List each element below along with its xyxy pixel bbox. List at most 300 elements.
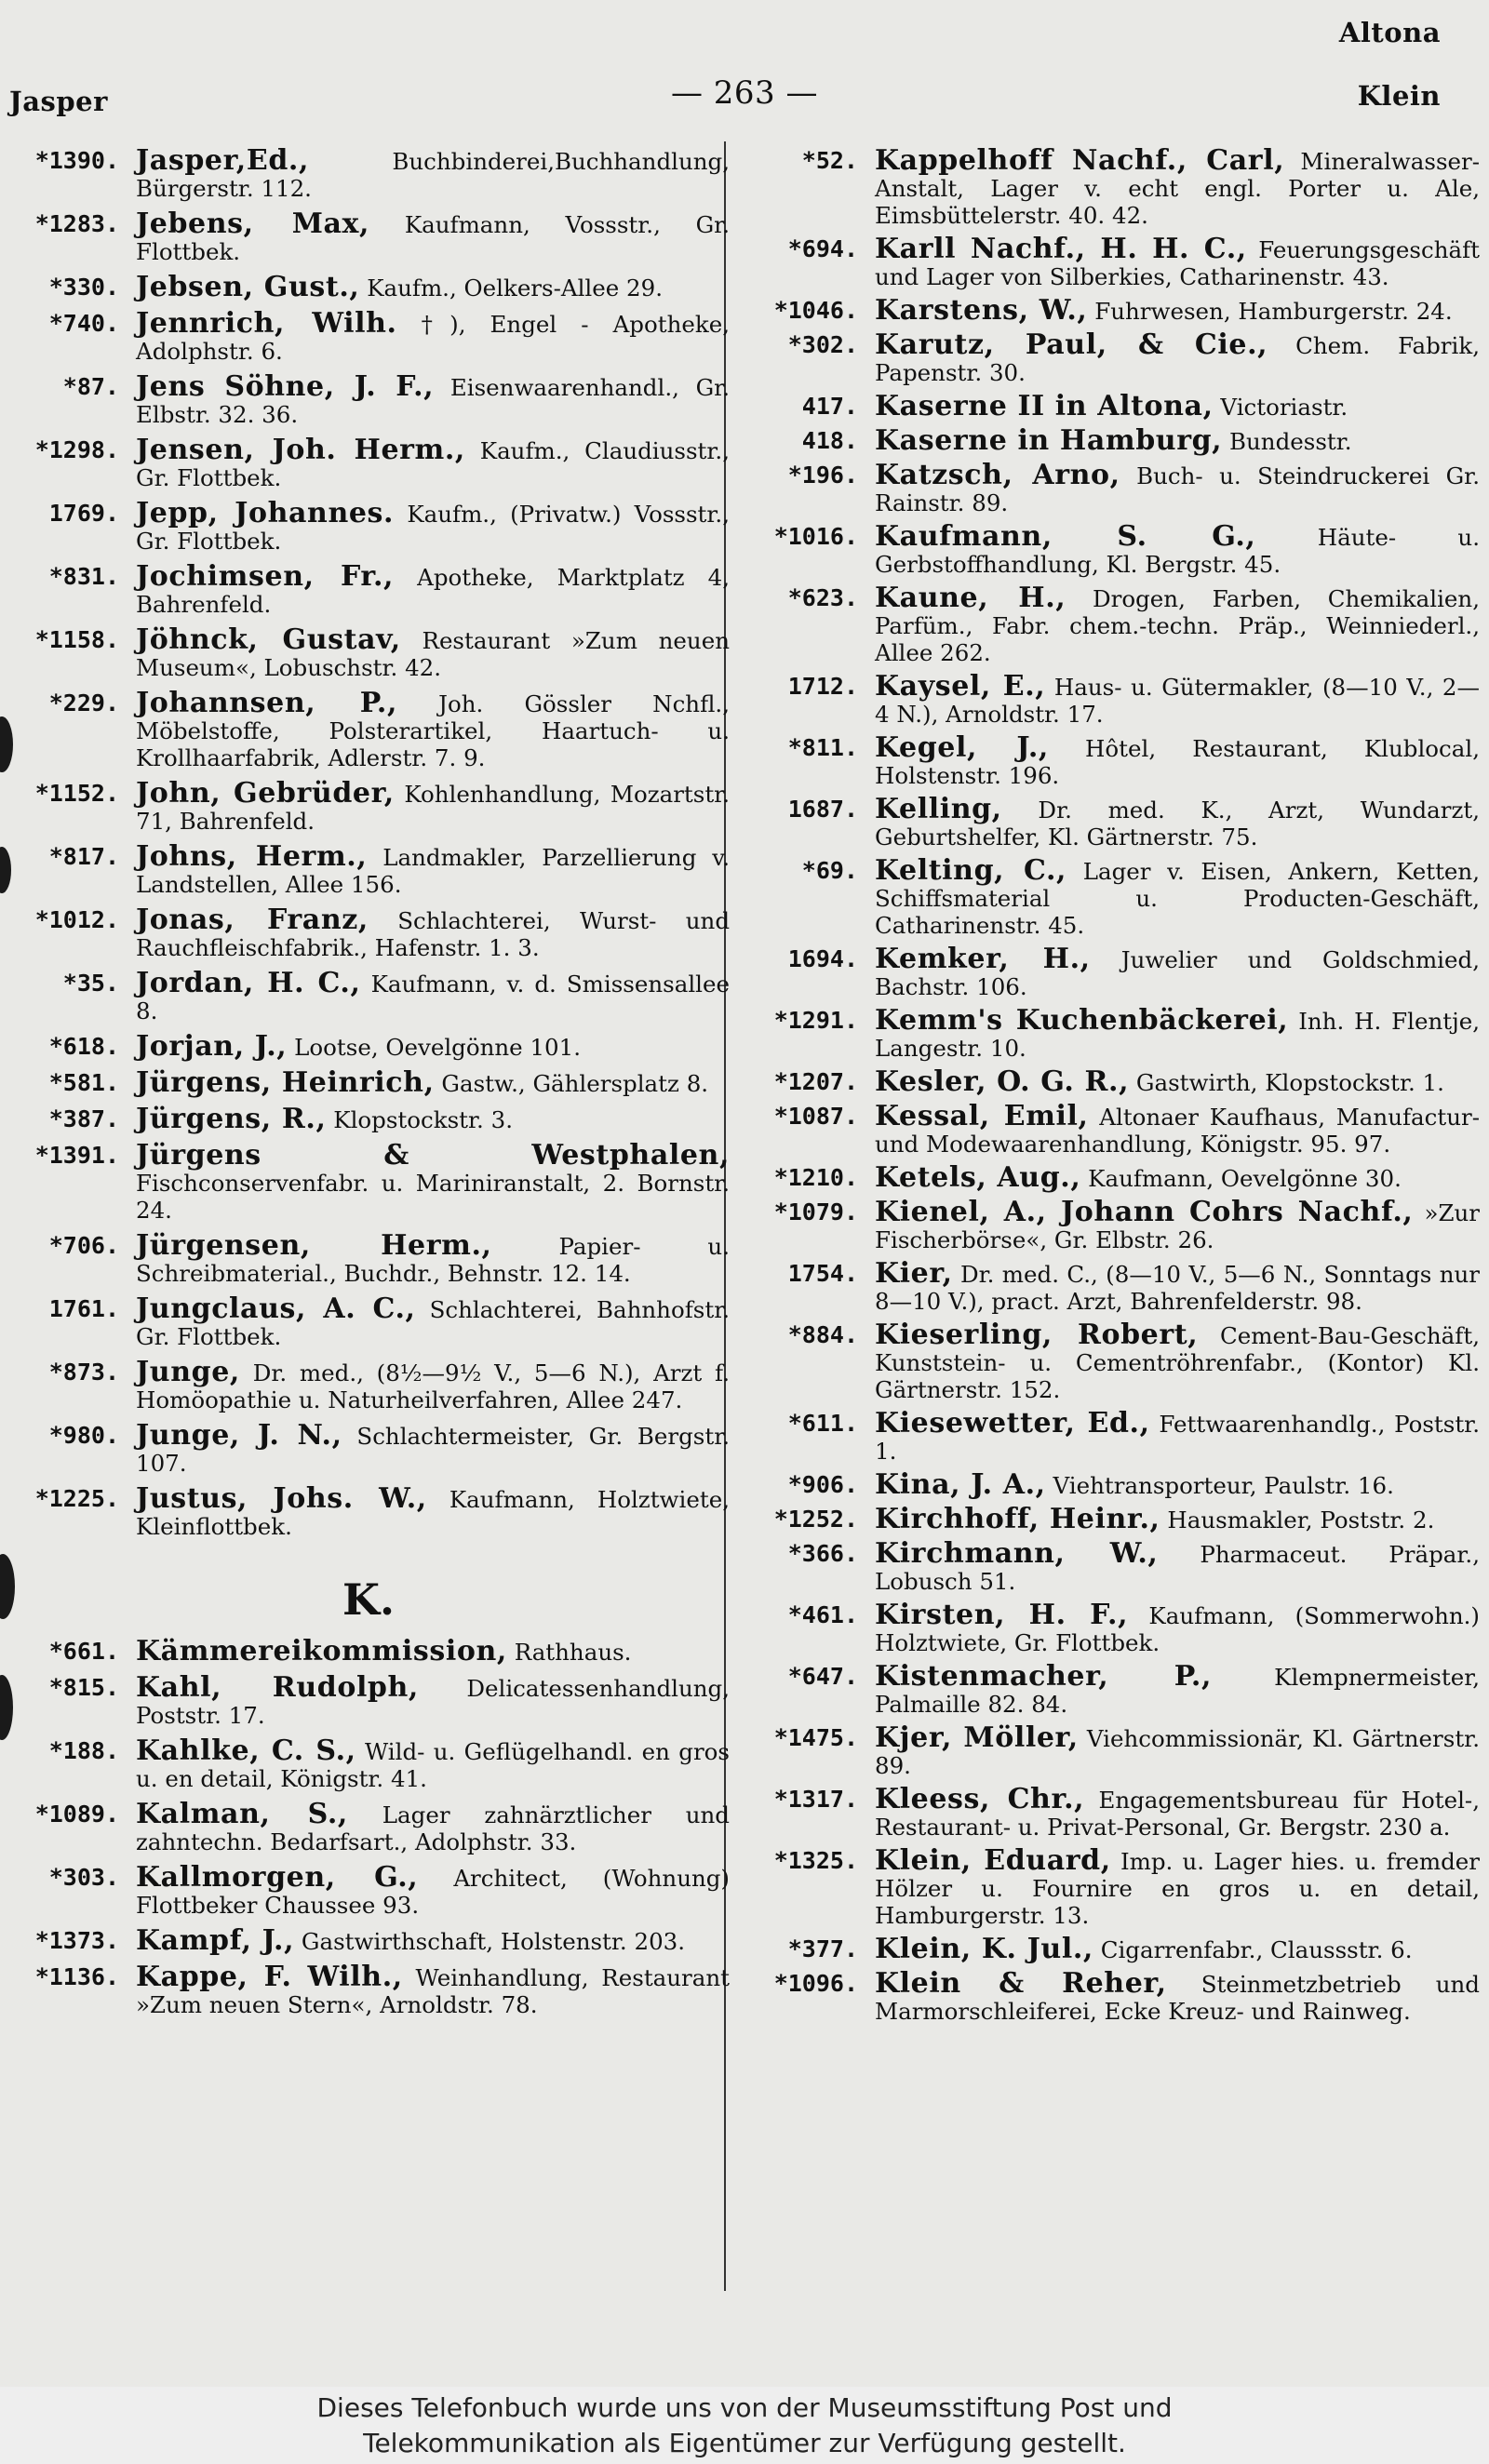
- phone-number: *1016.: [773, 523, 858, 550]
- subscriber-details: Weinhandlung, Restaurant »Zum neuen Stern«, Arnoldstr. 78.: [136, 1964, 730, 2018]
- phone-number: *884.: [787, 1321, 858, 1348]
- directory-entry: [744, 390, 1480, 422]
- phone-number: *611.: [787, 1410, 858, 1437]
- footer-line-1: Dieses Telefonbuch wurde uns von der Museumsstiftung Post und: [316, 2392, 1173, 2423]
- subscriber-name: Kienel, A., Johann Cohrs Nachf.,: [875, 1196, 1414, 1228]
- directory-entry: [7, 687, 730, 771]
- directory-entry: [744, 670, 1481, 728]
- subscriber-name: Junge, J. N.,: [136, 1419, 342, 1452]
- subscriber-name: Kahl, Rudolph,: [136, 1671, 419, 1704]
- entry-text: [875, 1844, 1480, 1929]
- entry-text: [136, 1066, 730, 1099]
- entry-text: [136, 906, 730, 961]
- entry-text: [875, 328, 1480, 386]
- subscriber-details: Buchbinderei,Buchhandlung, Bürgerstr. 112.: [136, 148, 730, 202]
- subscriber-name: Jennrich, Wilh.: [136, 307, 397, 340]
- entry-text: [875, 1065, 1480, 1098]
- phone-number: 1769.: [48, 500, 119, 527]
- subscriber-name: Kiesewetter, Ed.,: [875, 1407, 1150, 1440]
- page-number: — 263 —: [670, 74, 818, 112]
- subscriber-name: Jöhnck, Gustav,: [136, 623, 401, 656]
- entry-text: [875, 144, 1481, 229]
- directory-entry: [7, 1861, 730, 1919]
- subscriber-name: Jürgens, Heinrich,: [136, 1066, 435, 1099]
- phone-number: *196.: [787, 462, 858, 489]
- entry-text: [136, 1030, 730, 1063]
- subscriber-name: Kaserne II in Altona,: [875, 390, 1214, 422]
- phone-number: *1207.: [773, 1068, 858, 1095]
- subscriber-name: Jonas, Franz,: [136, 904, 369, 936]
- phone-number: *873.: [48, 1359, 119, 1386]
- subscriber-name: Kappelhoff Nachf., Carl,: [875, 144, 1285, 177]
- subscriber-name: Johns, Herm.,: [136, 840, 368, 873]
- subscriber-name: Karstens, W.,: [875, 294, 1088, 327]
- directory-entry: [744, 144, 1481, 229]
- phone-number: *1291.: [773, 1007, 858, 1034]
- subscriber-name: Jürgens, R.,: [136, 1103, 327, 1135]
- subscriber-name: Jasper,Ed.,: [136, 144, 309, 177]
- subscriber-details: Kaufmann, v. d. Smissensallee 8.: [136, 971, 730, 1024]
- entry-text: [136, 1861, 730, 1919]
- phone-number: 1694.: [787, 945, 858, 972]
- directory-entry: [7, 1924, 730, 1957]
- subscriber-name: Kesler, O. G. R.,: [875, 1065, 1130, 1098]
- phone-number: *366.: [787, 1540, 858, 1567]
- entry-text: [136, 1139, 730, 1224]
- subscriber-details: Häute- u. Gerbstoffhandlung, Kl. Bergstr. 45.: [875, 524, 1480, 578]
- subscriber-details: Rathhaus.: [506, 1639, 632, 1666]
- directory-entry: [744, 459, 1480, 516]
- subscriber-details: Kaufm., Oelkers-Allee 29.: [359, 275, 663, 301]
- entry-text: [136, 1292, 730, 1350]
- subscriber-name: Kampf, J.,: [136, 1924, 295, 1957]
- directory-entry: [744, 1321, 1480, 1403]
- subscriber-details: Pharmaceut. Präpar., Lobusch 51.: [875, 1541, 1480, 1595]
- subscriber-details: Klempnermeister, Palmaille 82. 84.: [875, 1664, 1480, 1718]
- subscriber-name: Jürgensen, Herm.,: [136, 1229, 492, 1262]
- directory-entry: [744, 1065, 1480, 1098]
- phone-number: *1079.: [773, 1199, 858, 1225]
- entry-text: [136, 1963, 730, 2018]
- entry-text: [875, 294, 1480, 327]
- directory-entry: [7, 1963, 730, 2018]
- directory-entry: [7, 1734, 730, 1792]
- subscriber-details: Mineralwasser-Anstalt, Lager v. echt engl. Porter u. Ale, Eimsbüttelerstr. 40. 42.: [875, 148, 1481, 229]
- entry-text: [875, 731, 1480, 789]
- subscriber-details: Cement-Bau-Geschäft, Kunststein- u. Cementröhrenfabr., (Kontor) Kl. Gärtnerstr. 152.: [875, 1322, 1480, 1403]
- entry-text: [875, 1967, 1480, 2025]
- phone-number: 417.: [801, 393, 858, 420]
- subscriber-details: Victoriastr.: [1213, 394, 1348, 421]
- phone-number: *1225.: [34, 1485, 119, 1512]
- subscriber-details: Juwelier und Goldschmied, Bachstr. 106.: [875, 946, 1480, 1000]
- directory-entry: [7, 1419, 730, 1477]
- subscriber-name: Karutz, Paul, & Cie.,: [875, 328, 1268, 361]
- entries-k: [7, 1635, 730, 2018]
- header-place: Altona: [1338, 17, 1441, 48]
- phone-number: *817.: [48, 843, 119, 870]
- phone-number: *581.: [48, 1069, 119, 1096]
- phone-number: *302.: [787, 331, 858, 358]
- phone-number: *647.: [787, 1663, 858, 1690]
- subscriber-name: Kemker, H.,: [875, 943, 1091, 975]
- directory-entry: [744, 1161, 1480, 1194]
- directory-entry: [744, 584, 1480, 666]
- entry-text: [875, 1407, 1480, 1465]
- subscriber-details: Viehtransporteur, Paulstr. 16.: [1045, 1472, 1394, 1499]
- directory-entry: [744, 520, 1480, 578]
- phone-number: 1754.: [787, 1260, 858, 1287]
- entry-text: [136, 1419, 730, 1477]
- entry-text: [875, 1100, 1480, 1158]
- phone-number: *377.: [787, 1935, 858, 1962]
- phone-number: *1152.: [34, 780, 119, 807]
- directory-entry: [7, 560, 730, 618]
- directory-entry: [744, 1601, 1480, 1656]
- section-heading: K.: [342, 1574, 395, 1625]
- entry-text: [875, 1161, 1480, 1194]
- subscriber-details: Schlachterei, Bahnhofstr. Gr. Flottbek.: [136, 1296, 730, 1350]
- phone-number: *188.: [48, 1737, 119, 1764]
- entry-text: [875, 945, 1480, 1000]
- subscriber-name: John, Gebrüder,: [136, 777, 395, 810]
- entry-text: [136, 436, 730, 491]
- directory-entry: [7, 1482, 730, 1540]
- phone-number: *811.: [787, 734, 858, 761]
- subscriber-name: Kelting, C.,: [875, 854, 1067, 887]
- phone-number: *387.: [48, 1105, 119, 1132]
- subscriber-details: Kaufm., Claudiusstr., Gr. Flottbek.: [136, 437, 730, 491]
- entry-text: [136, 271, 730, 303]
- entry-text: [875, 1468, 1480, 1501]
- footer-note: [0, 2387, 1489, 2464]
- phone-number: *1475.: [773, 1724, 858, 1751]
- subscriber-details: Lager zahnärztlicher und zahntechn. Bedarfsart., Adolphstr. 33.: [136, 1801, 730, 1855]
- subscriber-details: Gastwirth, Klopstockstr. 1.: [1129, 1069, 1444, 1096]
- directory-entry: [744, 1844, 1480, 1929]
- entry-text: [875, 390, 1480, 422]
- subscriber-details: Apotheke, Marktplatz 4, Bahrenfeld.: [136, 564, 730, 618]
- entries-right: [744, 144, 1481, 2025]
- entry-text: [875, 1196, 1481, 1253]
- directory-entry: [7, 1292, 730, 1350]
- phone-number: *1087.: [773, 1103, 858, 1130]
- phone-number: *706.: [48, 1232, 119, 1259]
- subscriber-name: Kistenmacher, P.,: [875, 1660, 1213, 1693]
- directory-entry: [7, 271, 730, 303]
- directory-entry: [7, 307, 730, 365]
- subscriber-details: Bundesstr.: [1222, 428, 1352, 455]
- phone-number: *1012.: [34, 906, 119, 933]
- phone-number: *1096.: [773, 1970, 858, 1997]
- directory-entry: [744, 1257, 1480, 1315]
- directory-entry: [744, 294, 1480, 327]
- phone-number: *1317.: [773, 1786, 858, 1813]
- subscriber-name: Jebsen, Gust.,: [136, 271, 360, 303]
- subscriber-details: Restaurant »Zum neuen Museum«, Lobuschstr. 42.: [136, 627, 730, 681]
- phone-number: *661.: [48, 1638, 119, 1665]
- subscriber-details: Wild- u. Geflügelhandl. en gros u. en detail, Königstr. 41.: [136, 1738, 730, 1792]
- subscriber-details: Engagementsbureau für Hotel-, Restaurant- u. Privat-Personal, Gr. Bergstr. 230 a.: [875, 1787, 1480, 1841]
- left-column: [7, 144, 731, 2027]
- subscriber-name: Jensen, Joh. Herm.,: [136, 434, 465, 466]
- phone-number: *1390.: [34, 147, 119, 174]
- entry-text: [875, 424, 1480, 457]
- entry-text: [136, 1482, 730, 1540]
- directory-entry: [7, 777, 730, 835]
- entry-text: [136, 1635, 730, 1667]
- entry-text: [136, 687, 730, 771]
- entry-text: [875, 1321, 1480, 1403]
- subscriber-name: Kahlke, C. S.,: [136, 1734, 356, 1767]
- entry-text: [136, 777, 730, 835]
- header-last-name: Klein: [1357, 80, 1441, 112]
- subscriber-name: Klein & Reher,: [875, 1967, 1167, 2000]
- subscriber-details: Fischconservenfabr. u. Mariniranstalt, 2. Bornstr. 24.: [136, 1170, 730, 1224]
- subscriber-name: Karll Nachf., H. H. C.,: [875, 233, 1247, 265]
- subscriber-details: Joh. Gössler Nchfl., Möbelstoffe, Polsterartikel, Haartuch- u. Krollhaarfabrik, Adlerstr. 7. 9.: [136, 690, 730, 771]
- subscriber-name: Kegel, J.,: [875, 731, 1049, 764]
- phone-number: 1712.: [787, 673, 858, 700]
- directory-entry: [744, 1935, 1480, 1963]
- phone-number: *1283.: [34, 210, 119, 237]
- subscriber-name: Kirchhoff, Heinr.,: [875, 1503, 1160, 1535]
- phone-number: *740.: [48, 310, 119, 337]
- subscriber-name: Kaufmann, S. G.,: [875, 520, 1256, 553]
- subscriber-details: Gastw., Gählersplatz 8.: [434, 1070, 709, 1097]
- entry-text: [136, 623, 730, 681]
- phone-number: *1136.: [34, 1963, 119, 1990]
- directory-entry: [7, 1229, 730, 1287]
- directory-entry: [7, 1139, 730, 1224]
- subscriber-name: Johannsen, P.,: [136, 687, 398, 719]
- directory-entry: [744, 1004, 1480, 1062]
- entry-text: [875, 584, 1480, 666]
- subscriber-details: Kaufm., (Privatw.) Vossstr., Gr. Flottbek.: [136, 501, 731, 555]
- subscriber-name: Klein, K. Jul.,: [875, 1933, 1093, 1965]
- subscriber-details: Gastwirthschaft, Holstenstr. 203.: [294, 1928, 686, 1955]
- entry-text: [136, 1734, 730, 1792]
- directory-entry: [7, 436, 730, 491]
- entry-text: [136, 1356, 730, 1413]
- subscriber-name: Justus, Johs. W.,: [136, 1482, 427, 1515]
- phone-number: *35.: [62, 970, 119, 997]
- entry-text: [136, 840, 730, 898]
- phone-number: *1325.: [773, 1847, 858, 1874]
- directory-entry: [7, 906, 730, 961]
- entry-text: [136, 210, 730, 265]
- directory-entry: [744, 1196, 1481, 1253]
- subscriber-name: Jochimsen, Fr.,: [136, 560, 395, 593]
- directory-entry: [744, 1468, 1480, 1501]
- subscriber-details: Delicatessenhandlung, Poststr. 17.: [136, 1675, 730, 1729]
- entry-text: [136, 967, 730, 1024]
- subscriber-details: Lootse, Oevelgönne 101.: [287, 1034, 582, 1061]
- phone-number: *618.: [48, 1033, 119, 1060]
- subscriber-name: Kirsten, H. F.,: [875, 1599, 1129, 1631]
- entry-text: [875, 1935, 1480, 1963]
- entry-text: [136, 1229, 730, 1287]
- subscriber-details: Schlachtermeister, Gr. Bergstr. 107.: [136, 1423, 730, 1477]
- subscriber-details: Klopstockstr. 3.: [326, 1106, 513, 1133]
- entry-text: [136, 560, 730, 618]
- entry-text: [875, 1004, 1480, 1062]
- directory-entry: [7, 1671, 730, 1729]
- directory-entry: [7, 1635, 730, 1667]
- subscriber-details: Hausmakler, Poststr. 2.: [1160, 1507, 1435, 1533]
- subscriber-name: Jürgens & Westphalen,: [136, 1139, 730, 1172]
- phone-number: *229.: [48, 690, 119, 716]
- header-first-name: Jasper: [9, 86, 108, 117]
- entry-text: [875, 1257, 1480, 1315]
- subscriber-details: Kaufmann, Vossstr., Gr. Flottbek.: [136, 211, 730, 265]
- entry-text: [136, 497, 731, 555]
- subscriber-details: Architect, (Wohnung) Flottbeker Chaussee 93.: [136, 1865, 730, 1919]
- entry-text: [875, 670, 1481, 728]
- subscriber-name: Jordan, H. C.,: [136, 967, 361, 999]
- directory-entry: [7, 1066, 730, 1099]
- phone-number: *1210.: [773, 1164, 858, 1191]
- directory-entry: [7, 370, 730, 428]
- subscriber-name: Kirchmann, W.,: [875, 1537, 1159, 1570]
- subscriber-name: Kaune, H.,: [875, 582, 1066, 614]
- entry-text: [875, 1601, 1480, 1656]
- subscriber-name: Kier,: [875, 1257, 953, 1290]
- subscriber-name: Jebens, Max,: [136, 208, 370, 240]
- subscriber-details: Kaufmann, Holztwiete, Kleinflottbek.: [136, 1486, 730, 1540]
- subscriber-name: Kaysel, E.,: [875, 670, 1046, 703]
- phone-number: *1373.: [34, 1927, 119, 1954]
- directory-entry: [744, 1537, 1480, 1595]
- subscriber-name: Kalman, S.,: [136, 1798, 348, 1830]
- directory-entry: [7, 1030, 730, 1063]
- phone-number: *1158.: [34, 626, 119, 653]
- subscriber-name: Kemm's Kuchenbäckerei,: [875, 1004, 1289, 1037]
- subscriber-details: Hôtel, Restaurant, Klublocal, Holstenstr. 196.: [875, 735, 1480, 789]
- subscriber-name: Kelling,: [875, 793, 1002, 825]
- phone-number: *694.: [787, 235, 858, 262]
- directory-entry: [744, 793, 1480, 850]
- subscriber-details: Lager v. Eisen, Ankern, Ketten, Schiffsmaterial u. Producten-Geschäft, Catharinenstr. 45.: [875, 858, 1480, 939]
- subscriber-details: Fuhrwesen, Hamburgerstr. 24.: [1087, 298, 1453, 325]
- phone-number: *87.: [62, 373, 119, 400]
- subscriber-details: Inh. H. Flentje, Langestr. 10.: [875, 1008, 1480, 1062]
- phone-number: 418.: [801, 427, 858, 454]
- entry-text: [136, 370, 730, 428]
- directory-entry: [744, 1503, 1480, 1535]
- subscriber-details: Drogen, Farben, Chemikalien, Parfüm., Fabr. chem.-techn. Präp., Weinniederl., Allee 262.: [875, 585, 1480, 666]
- directory-entry: [744, 854, 1480, 939]
- directory-entry: [7, 144, 730, 202]
- phone-number: *1089.: [34, 1801, 119, 1828]
- phone-number: *461.: [787, 1601, 858, 1628]
- subscriber-details: Viehcommissionär, Kl. Gärtnerstr. 89.: [875, 1725, 1480, 1779]
- subscriber-name: Jorjan, J.,: [136, 1030, 288, 1063]
- entry-text: [136, 1671, 730, 1729]
- right-column: [744, 144, 1481, 2031]
- subscriber-name: Jens Söhne, J. F.,: [136, 370, 435, 403]
- directory-entry: [744, 1660, 1480, 1718]
- subscriber-details: Dr. med., (8½—9½ V., 5—6 N.), Arzt f. Homöopathie u. Naturheilverfahren, Allee 247.: [136, 1359, 730, 1413]
- subscriber-details: Fettwaarenhandlg., Poststr. 1.: [875, 1411, 1480, 1465]
- phone-number: *303.: [48, 1864, 119, 1891]
- directory-entry: [7, 1798, 730, 1855]
- subscriber-details: Landmakler, Parzellierung v. Landstellen, Allee 156.: [136, 844, 730, 898]
- subscriber-details: »Zur Fischerbörse«, Gr. Elbstr. 26.: [875, 1199, 1481, 1253]
- subscriber-name: Kjer, Möller,: [875, 1721, 1079, 1754]
- phone-number: *52.: [801, 147, 858, 174]
- subscriber-name: Kallmorgen, G.,: [136, 1861, 419, 1894]
- directory-entry: [744, 328, 1480, 386]
- directory-entry: [7, 210, 730, 265]
- entry-text: [875, 1783, 1480, 1841]
- subscriber-details: Buch- u. Steindruckerei Gr. Rainstr. 89.: [875, 462, 1480, 516]
- directory-entry: [744, 1407, 1480, 1465]
- entry-text: [136, 1798, 730, 1855]
- phone-number: *1252.: [773, 1506, 858, 1533]
- subscriber-name: Kieserling, Robert,: [875, 1319, 1199, 1351]
- subscriber-name: Klein, Eduard,: [875, 1844, 1111, 1877]
- directory-entry: [7, 1356, 730, 1413]
- entry-text: [875, 1721, 1480, 1779]
- subscriber-details: Eisenwaarenhandl., Gr. Elbstr. 32. 36.: [136, 374, 730, 428]
- subscriber-details: Altonaer Kaufhaus, Manufactur- und Modewaarenhandlung, Königstr. 95. 97.: [875, 1104, 1480, 1158]
- phone-number: *69.: [801, 857, 858, 884]
- subscriber-details: Steinmetzbetrieb und Marmorschleiferei, Ecke Kreuz- und Rainweg.: [875, 1971, 1480, 2025]
- subscriber-details: Kohlenhandlung, Mozartstr. 71, Bahrenfeld.: [136, 781, 730, 835]
- subscriber-details: Schlachterei, Wurst- und Rauchfleischfabrik., Hafenstr. 1. 3.: [136, 907, 731, 961]
- entry-text: [136, 1924, 730, 1957]
- entry-text: [875, 1537, 1480, 1595]
- phone-number: *980.: [48, 1422, 119, 1449]
- subscriber-name: Kina, J. A.,: [875, 1468, 1046, 1501]
- phone-number: *1391.: [34, 1142, 119, 1169]
- entry-text: [136, 307, 730, 365]
- phone-number: *831.: [48, 563, 119, 590]
- subscriber-name: Kämmereikommission,: [136, 1635, 507, 1667]
- entry-text: [136, 144, 730, 202]
- entry-text: [875, 793, 1480, 850]
- directory-entry: [7, 1105, 730, 1133]
- directory-entry: [7, 840, 730, 898]
- entries-j: [7, 144, 731, 1540]
- subscriber-name: Junge,: [136, 1356, 240, 1388]
- subscriber-name: Kleess, Chr.,: [875, 1783, 1085, 1815]
- entry-text: [875, 520, 1480, 578]
- directory-entry: [7, 967, 730, 1024]
- directory-entry: [744, 1967, 1480, 2025]
- subscriber-name: Katzsch, Arno,: [875, 459, 1120, 491]
- entry-text: [875, 1660, 1480, 1718]
- subscriber-name: Kessal, Emil,: [875, 1100, 1089, 1132]
- entry-text: [875, 1503, 1480, 1535]
- subscriber-details: Haus- u. Gütermakler, (8—10 V., 2—4 N.), Arnoldstr. 17.: [875, 674, 1481, 728]
- subscriber-details: Kaufmann, Oevelgönne 30.: [1080, 1165, 1402, 1192]
- subscriber-name: Kappe, F. Wilh.,: [136, 1961, 403, 1993]
- entry-text: [136, 1105, 730, 1133]
- phone-number: *330.: [48, 274, 119, 301]
- subscriber-details: Chem. Fabrik, Papenstr. 30.: [875, 332, 1480, 386]
- subscriber-name: Ketels, Aug.,: [875, 1161, 1081, 1194]
- directory-entry: [744, 1721, 1480, 1779]
- subscriber-name: Jungclaus, A. C.,: [136, 1292, 416, 1325]
- subscriber-details: †), Engel - Apotheke, Adolphstr. 6.: [136, 311, 730, 365]
- subscriber-details: Kaufmann, (Sommerwohn.) Holztwiete, Gr. Flottbek.: [875, 1602, 1480, 1656]
- subscriber-details: Dr. med. C., (8—10 V., 5—6 N., Sonntags nur 8—10 V.), pract. Arzt, Bahrenfelderstr. 98.: [875, 1261, 1480, 1315]
- entry-text: [875, 459, 1480, 516]
- directory-entry: [744, 945, 1480, 1000]
- entry-text: [875, 235, 1480, 290]
